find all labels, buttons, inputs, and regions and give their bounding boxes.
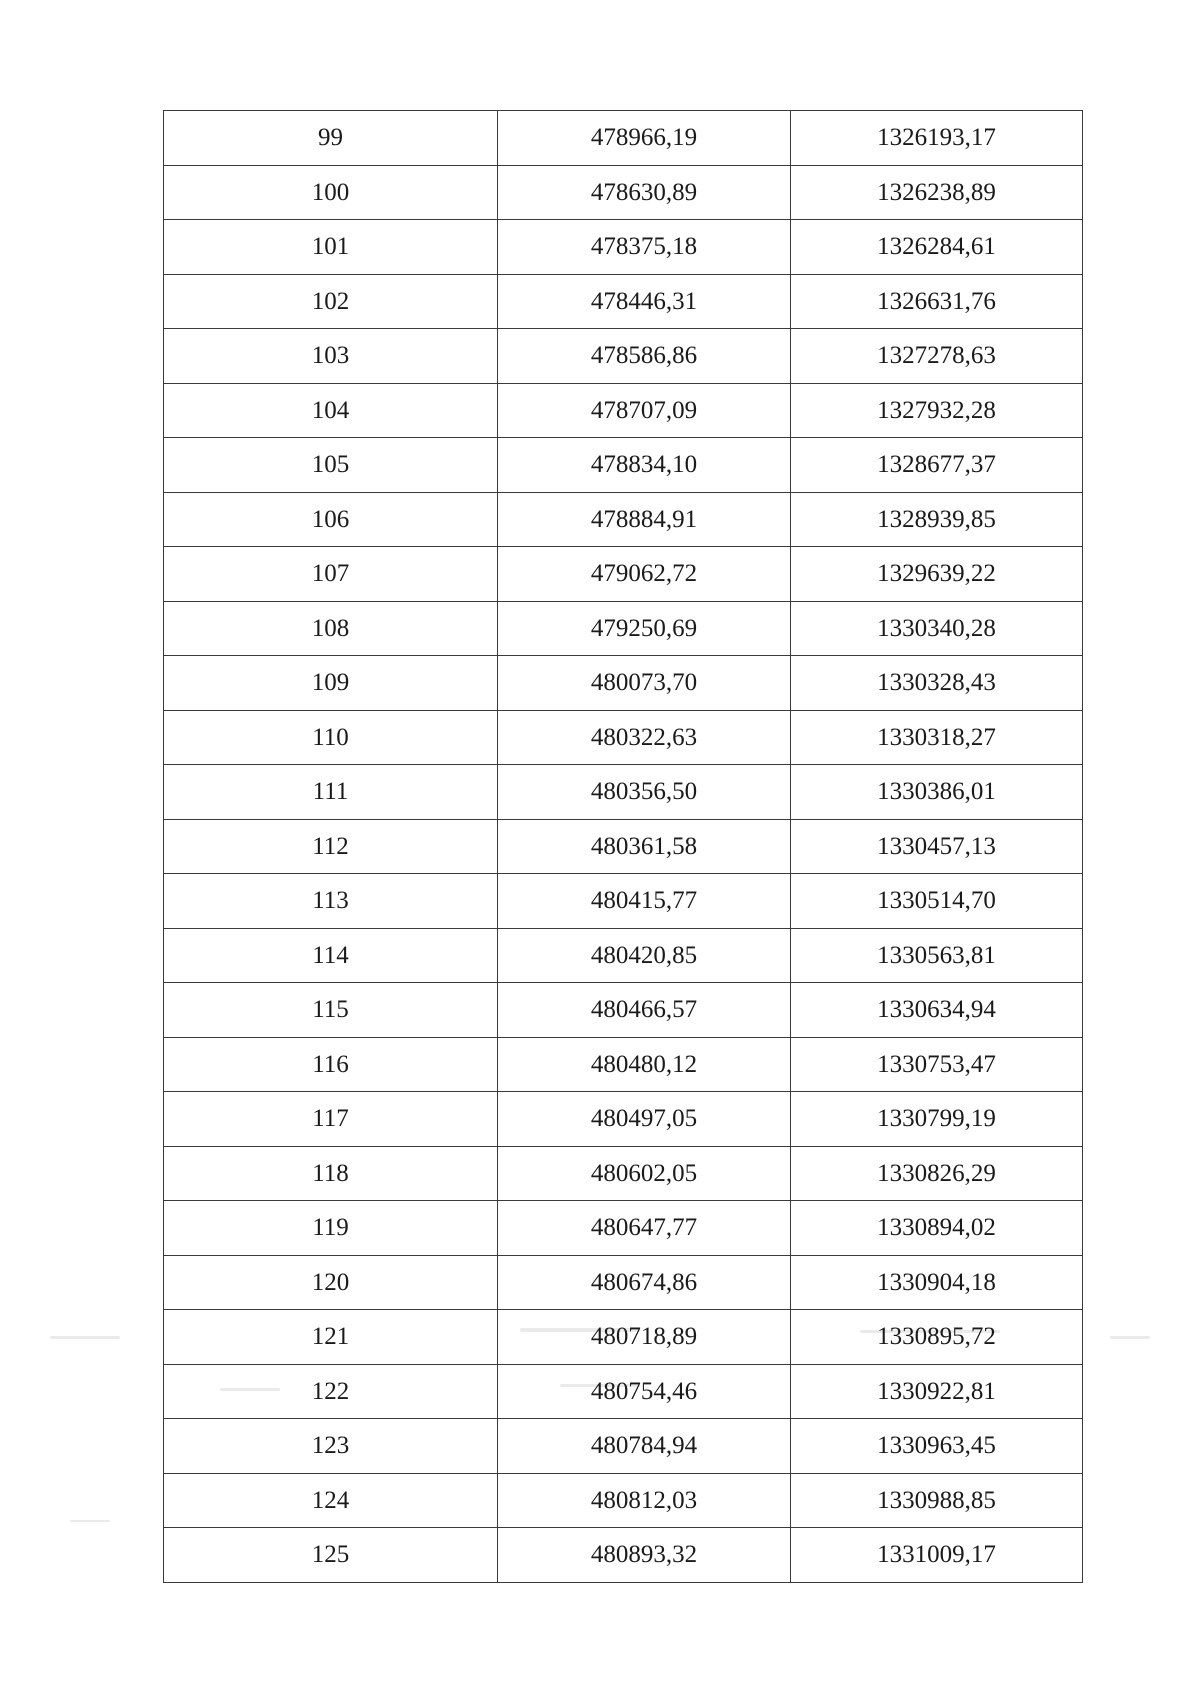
scan-artifact <box>70 1520 110 1522</box>
table-row <box>164 1419 1083 1474</box>
x-coordinate-cell: 480466,57 <box>498 983 791 1038</box>
table-row <box>164 438 1083 493</box>
y-coordinate-cell: 1330457,13 <box>791 819 1083 874</box>
y-coordinate-cell: 1330963,45 <box>791 1419 1083 1474</box>
table-row <box>164 928 1083 983</box>
x-coordinate-cell: 478586,86 <box>498 329 791 384</box>
y-coordinate-cell: 1326238,89 <box>791 165 1083 220</box>
coordinates-table-body <box>164 111 1083 1583</box>
y-coordinate-cell: 1328939,85 <box>791 492 1083 547</box>
point-number-cell: 120 <box>164 1255 498 1310</box>
y-coordinate-cell: 1330386,01 <box>791 765 1083 820</box>
y-coordinate-cell: 1326193,17 <box>791 111 1083 166</box>
x-coordinate-cell: 480893,32 <box>498 1528 791 1583</box>
point-number-cell: 116 <box>164 1037 498 1092</box>
y-coordinate-cell: 1326284,61 <box>791 220 1083 275</box>
y-coordinate-cell: 1330895,72 <box>791 1310 1083 1365</box>
table-row <box>164 1092 1083 1147</box>
scan-artifact <box>1110 1336 1150 1339</box>
x-coordinate-cell: 478884,91 <box>498 492 791 547</box>
point-number-cell: 103 <box>164 329 498 384</box>
point-number-cell: 119 <box>164 1201 498 1256</box>
table-row <box>164 1310 1083 1365</box>
x-coordinate-cell: 478446,31 <box>498 274 791 329</box>
table-row <box>164 765 1083 820</box>
x-coordinate-cell: 480415,77 <box>498 874 791 929</box>
table-row <box>164 547 1083 602</box>
x-coordinate-cell: 480480,12 <box>498 1037 791 1092</box>
x-coordinate-cell: 478834,10 <box>498 438 791 493</box>
x-coordinate-cell: 479062,72 <box>498 547 791 602</box>
y-coordinate-cell: 1330318,27 <box>791 710 1083 765</box>
x-coordinate-cell: 480718,89 <box>498 1310 791 1365</box>
point-number-cell: 109 <box>164 656 498 711</box>
y-coordinate-cell: 1330340,28 <box>791 601 1083 656</box>
point-number-cell: 122 <box>164 1364 498 1419</box>
x-coordinate-cell: 478707,09 <box>498 383 791 438</box>
y-coordinate-cell: 1330826,29 <box>791 1146 1083 1201</box>
table-row <box>164 111 1083 166</box>
table-row <box>164 819 1083 874</box>
y-coordinate-cell: 1326631,76 <box>791 274 1083 329</box>
y-coordinate-cell: 1330922,81 <box>791 1364 1083 1419</box>
table-row <box>164 1364 1083 1419</box>
coordinates-table <box>163 110 1083 1583</box>
table-row <box>164 1528 1083 1583</box>
point-number-cell: 121 <box>164 1310 498 1365</box>
y-coordinate-cell: 1327278,63 <box>791 329 1083 384</box>
x-coordinate-cell: 480812,03 <box>498 1473 791 1528</box>
point-number-cell: 108 <box>164 601 498 656</box>
table-row <box>164 492 1083 547</box>
y-coordinate-cell: 1330988,85 <box>791 1473 1083 1528</box>
x-coordinate-cell: 480602,05 <box>498 1146 791 1201</box>
point-number-cell: 114 <box>164 928 498 983</box>
table-row <box>164 165 1083 220</box>
point-number-cell: 101 <box>164 220 498 275</box>
x-coordinate-cell: 480784,94 <box>498 1419 791 1474</box>
y-coordinate-cell: 1330634,94 <box>791 983 1083 1038</box>
table-row <box>164 220 1083 275</box>
point-number-cell: 106 <box>164 492 498 547</box>
table-row <box>164 1473 1083 1528</box>
y-coordinate-cell: 1331009,17 <box>791 1528 1083 1583</box>
point-number-cell: 104 <box>164 383 498 438</box>
point-number-cell: 102 <box>164 274 498 329</box>
table-row <box>164 383 1083 438</box>
y-coordinate-cell: 1330753,47 <box>791 1037 1083 1092</box>
table-row <box>164 329 1083 384</box>
y-coordinate-cell: 1330904,18 <box>791 1255 1083 1310</box>
x-coordinate-cell: 480073,70 <box>498 656 791 711</box>
point-number-cell: 123 <box>164 1419 498 1474</box>
table-row <box>164 274 1083 329</box>
point-number-cell: 124 <box>164 1473 498 1528</box>
point-number-cell: 117 <box>164 1092 498 1147</box>
y-coordinate-cell: 1328677,37 <box>791 438 1083 493</box>
point-number-cell: 99 <box>164 111 498 166</box>
y-coordinate-cell: 1327932,28 <box>791 383 1083 438</box>
x-coordinate-cell: 480361,58 <box>498 819 791 874</box>
x-coordinate-cell: 480420,85 <box>498 928 791 983</box>
x-coordinate-cell: 480754,46 <box>498 1364 791 1419</box>
point-number-cell: 100 <box>164 165 498 220</box>
table-row <box>164 656 1083 711</box>
y-coordinate-cell: 1330799,19 <box>791 1092 1083 1147</box>
table-row <box>164 1255 1083 1310</box>
table-row <box>164 1201 1083 1256</box>
y-coordinate-cell: 1330514,70 <box>791 874 1083 929</box>
y-coordinate-cell: 1330894,02 <box>791 1201 1083 1256</box>
point-number-cell: 112 <box>164 819 498 874</box>
x-coordinate-cell: 480356,50 <box>498 765 791 820</box>
table-row <box>164 1037 1083 1092</box>
x-coordinate-cell: 480322,63 <box>498 710 791 765</box>
x-coordinate-cell: 479250,69 <box>498 601 791 656</box>
x-coordinate-cell: 478375,18 <box>498 220 791 275</box>
point-number-cell: 111 <box>164 765 498 820</box>
point-number-cell: 105 <box>164 438 498 493</box>
point-number-cell: 107 <box>164 547 498 602</box>
point-number-cell: 115 <box>164 983 498 1038</box>
table-row <box>164 1146 1083 1201</box>
point-number-cell: 118 <box>164 1146 498 1201</box>
point-number-cell: 110 <box>164 710 498 765</box>
x-coordinate-cell: 478630,89 <box>498 165 791 220</box>
table-row <box>164 710 1083 765</box>
x-coordinate-cell: 480647,77 <box>498 1201 791 1256</box>
y-coordinate-cell: 1330328,43 <box>791 656 1083 711</box>
table-row <box>164 983 1083 1038</box>
x-coordinate-cell: 480674,86 <box>498 1255 791 1310</box>
point-number-cell: 113 <box>164 874 498 929</box>
scan-artifact <box>50 1336 120 1339</box>
x-coordinate-cell: 478966,19 <box>498 111 791 166</box>
x-coordinate-cell: 480497,05 <box>498 1092 791 1147</box>
point-number-cell: 125 <box>164 1528 498 1583</box>
table-row <box>164 601 1083 656</box>
y-coordinate-cell: 1329639,22 <box>791 547 1083 602</box>
table-row <box>164 874 1083 929</box>
y-coordinate-cell: 1330563,81 <box>791 928 1083 983</box>
